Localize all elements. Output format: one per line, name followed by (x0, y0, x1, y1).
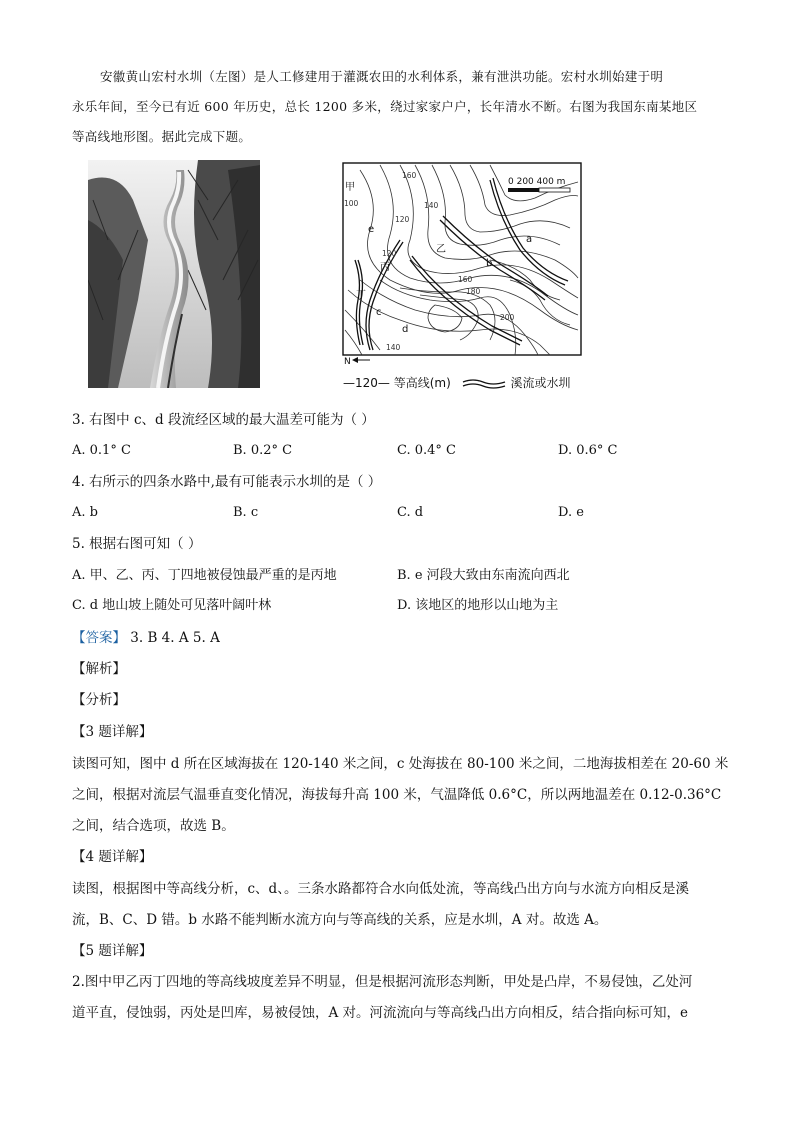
jiexi-header: 【解析】 (72, 661, 126, 677)
label-yi: 乙 (436, 244, 446, 255)
q3-detail-line-2: 之间，根据对流层气温垂直变化情况，海拔每升高 100 米，气温降低 0.6°C，所以两地温差在 0.12-0.36°C (72, 787, 722, 803)
question-3-stem: 3. 右图中 c、d 段流经区域的最大温差可能为（ ） (72, 412, 375, 428)
north-arrow-icon (352, 357, 358, 363)
contour-label-160a: 160 (402, 171, 417, 180)
contour-label-200: 200 (500, 313, 515, 322)
q3-option-d: D. 0.6° C (558, 443, 618, 458)
q5-option-b: B. e 河段大致由东南流向西北 (397, 568, 570, 583)
contour-map (340, 160, 584, 400)
intro-line-2: 永乐年间，至今已有近 600 年历史，总长 1200 多米，绕过家家户户，长年清水不断。右图为我国东南某地区 (72, 99, 698, 114)
contour-label-160b: 160 (458, 275, 473, 284)
q3-option-a: A. 0.1° C (72, 443, 131, 458)
contour-label-140a: 140 (424, 201, 439, 210)
label-e: e (368, 224, 375, 235)
contour-label-140b: 140 (386, 343, 401, 352)
label-ding: 丁 (356, 290, 366, 301)
q4-detail-header: 【4 题详解】 (72, 849, 153, 865)
contour-label-180: 180 (466, 287, 481, 296)
canal-photo (88, 160, 260, 388)
intro-line-1: 安徽黄山宏村水圳（左图）是人工修建用于灌溉农田的水利体系，兼有泄洪功能。宏村水圳始建于明 (100, 69, 664, 84)
scale-label: 0 200 400 m (508, 177, 566, 187)
legend-contour: —120— 等高线(m) (343, 376, 451, 390)
answer-line (72, 628, 220, 648)
map-legend (343, 374, 570, 391)
label-a: a (526, 234, 533, 245)
label-d: d (402, 324, 409, 335)
q4-option-a: A. b (72, 505, 98, 520)
contour-label-120a: 120 (395, 215, 410, 224)
question-4-stem: 4. 右所示的四条水路中,最有可能表示水圳的是（ ） (72, 474, 382, 490)
q5-detail-line-1: 2.图中甲乙丙丁四地的等高线坡度差异不明显，但是根据河流形态判断，甲处是凸岸，不易侵蚀，乙处河 (72, 974, 693, 990)
answer-tag: 【答案】 (72, 630, 126, 646)
q4-option-d: D. e (558, 505, 584, 520)
question-5-stem: 5. 根据右图可知（ ） (72, 536, 202, 552)
contour-label-100: 100 (344, 199, 359, 208)
q4-option-c: C. d (397, 505, 424, 520)
label-jia: 甲 (345, 182, 355, 193)
q5-option-c: C. d 地山坡上随处可见落叶阔叶林 (72, 598, 272, 613)
q4-option-b: B. c (233, 505, 259, 520)
legend-stream: 溪流或水圳 (510, 376, 571, 390)
q3-option-c: C. 0.4° C (397, 443, 457, 458)
q3-detail-line-1: 读图可知，图中 d 所在区域海拔在 120-140 米之间，c 处海拔在 80-100 米之间，二地海拔相差在 20-60 米 (72, 756, 729, 772)
label-c: c (376, 307, 382, 318)
label-bing: 丙 (380, 262, 390, 273)
q5-detail-line-2: 道平直，侵蚀弱，丙处是凹库，易被侵蚀，A 对。河流流向与等高线凸出方向相反，结合指向标可知，e (72, 1005, 689, 1021)
q3-option-b: B. 0.2° C (233, 443, 293, 458)
q5-option-d: D. 该地区的地形以山地为主 (397, 598, 559, 613)
q3-detail-header: 【3 题详解】 (72, 724, 153, 740)
q4-detail-line-2: 流，B、C、D 错。b 水路不能判断水流方向与等高线的关系，应是水圳，A 对。故选 A。 (72, 912, 608, 928)
q4-detail-line-1: 读图，根据图中等高线分析，c、d、。三条水路都符合水向低处流，等高线凸出方向与水流方向相反是溪 (72, 881, 689, 897)
fenxi-header: 【分析】 (72, 692, 126, 708)
label-b: b (486, 258, 493, 269)
q3-detail-line-3: 之间，结合选项，故选 B。 (72, 818, 235, 834)
q5-detail-header: 【5 题详解】 (72, 943, 153, 959)
q5-option-a: A. 甲、乙、丙、丁四地被侵蚀最严重的是丙地 (72, 568, 337, 583)
contour-label-120b: 120 (382, 249, 397, 258)
intro-line-3: 等高线地形图。据此完成下题。 (72, 129, 252, 144)
legend-stream-icon (461, 378, 507, 390)
answer-text: 3. B 4. A 5. A (130, 630, 220, 646)
north-label: N (344, 357, 351, 367)
